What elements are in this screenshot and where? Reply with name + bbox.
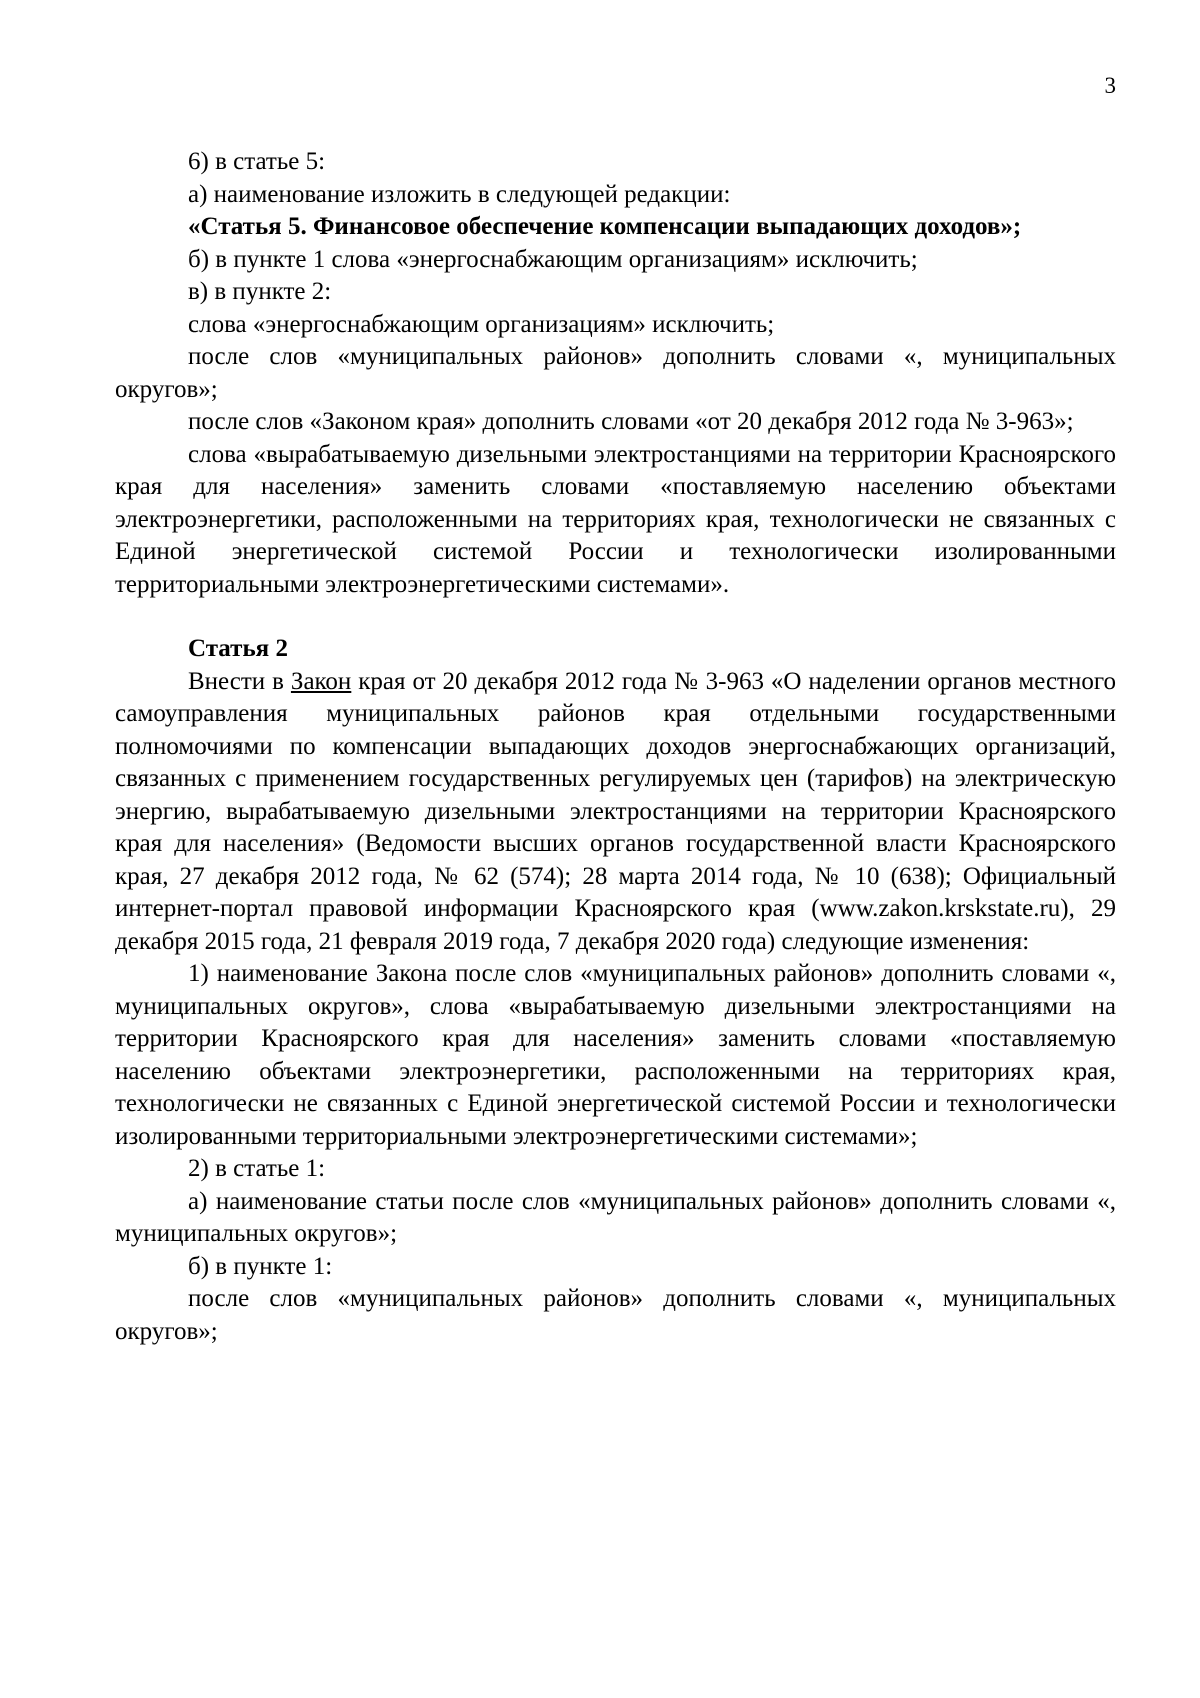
paragraph: после слов «муниципальных районов» дополнить словами «, муниципальных округов»; bbox=[115, 343, 1116, 403]
paragraph: после слов «Законом края» дополнить словами «от 20 декабря 2012 года № 3-963»; bbox=[188, 408, 1074, 435]
section-spacer bbox=[115, 601, 1116, 633]
article-intro bbox=[115, 666, 1116, 959]
paragraph: 1) наименование Закона после слов «муниципальных районов» дополнить словами «, муниципальных округов», слова «вырабатываемую дизельными электростанциями на территории Красноярского края для населения» заменить словами «поставляемую населению объектами электроэнергетики, расположенными на территориях края, технологически не связанных с Единой энергетической системой России и технологически изолированными территориальными электроэнергетическими системами»; bbox=[115, 960, 1116, 1150]
paragraph: б) в пункте 1 слова «энергоснабжающим организациям» исключить; bbox=[188, 245, 918, 273]
article-heading: Статья 2 bbox=[188, 635, 288, 662]
paragraph: в) в пункте 2: bbox=[188, 278, 332, 305]
paragraph: б) в пункте 1: bbox=[188, 1252, 333, 1280]
paragraph: 2) в статье 1: bbox=[188, 1155, 326, 1182]
paragraph: слова «энергоснабжающим организациям» исключить; bbox=[188, 310, 775, 338]
paragraph: а) наименование изложить в следующей редакции: bbox=[188, 180, 731, 208]
document-body bbox=[115, 146, 1116, 1348]
page-number: 3 bbox=[1104, 73, 1116, 98]
law-link[interactable]: Закон bbox=[290, 667, 352, 695]
article-title-quote: «Статья 5. Финансовое обеспечение компенсации выпадающих доходов»; bbox=[188, 213, 1022, 240]
paragraph: после слов «муниципальных районов» дополнить словами «, муниципальных округов»; bbox=[115, 1285, 1116, 1345]
intro-text-after: края от 20 декабря 2012 года № 3-963 «О наделении органов местного самоуправления муниципальных районов края отдельными государственными полномочиями по компенсации выпадающих доходов энергоснабжающих организаций, связанных с применением государственных регулируемых цен (тарифов) на электрическую энергию, вырабатываемую дизельными электростанциями на территории Красноярского края для населения» (Ведомости высших органов государственной власти Красноярского края, 27 декабря 2012 года, № 62 (574); 28 марта 2014 года, № 10 (638); Официальный интернет-портал правовой информации Красноярского края (www.zakon.krskstate.ru), 29 декабря 2015 года, 21 февраля 2019 года, 7 декабря 2020 года) следующие изменения: bbox=[115, 667, 1116, 955]
paragraph: слова «вырабатываемую дизельными электростанциями на территории Красноярского края для населения» заменить словами «поставляемую населению объектами электроэнергетики, расположенными на территориях края, технологически не связанных с Единой энергетической системой России и технологически изолированными территориальными электроэнергетическими системами». bbox=[115, 440, 1116, 598]
paragraph: 6) в статье 5: bbox=[188, 148, 326, 175]
intro-text-before: Внести в bbox=[188, 667, 291, 695]
paragraph: а) наименование статьи после слов «муниципальных районов» дополнить словами «, муниципальных округов»; bbox=[115, 1187, 1116, 1247]
